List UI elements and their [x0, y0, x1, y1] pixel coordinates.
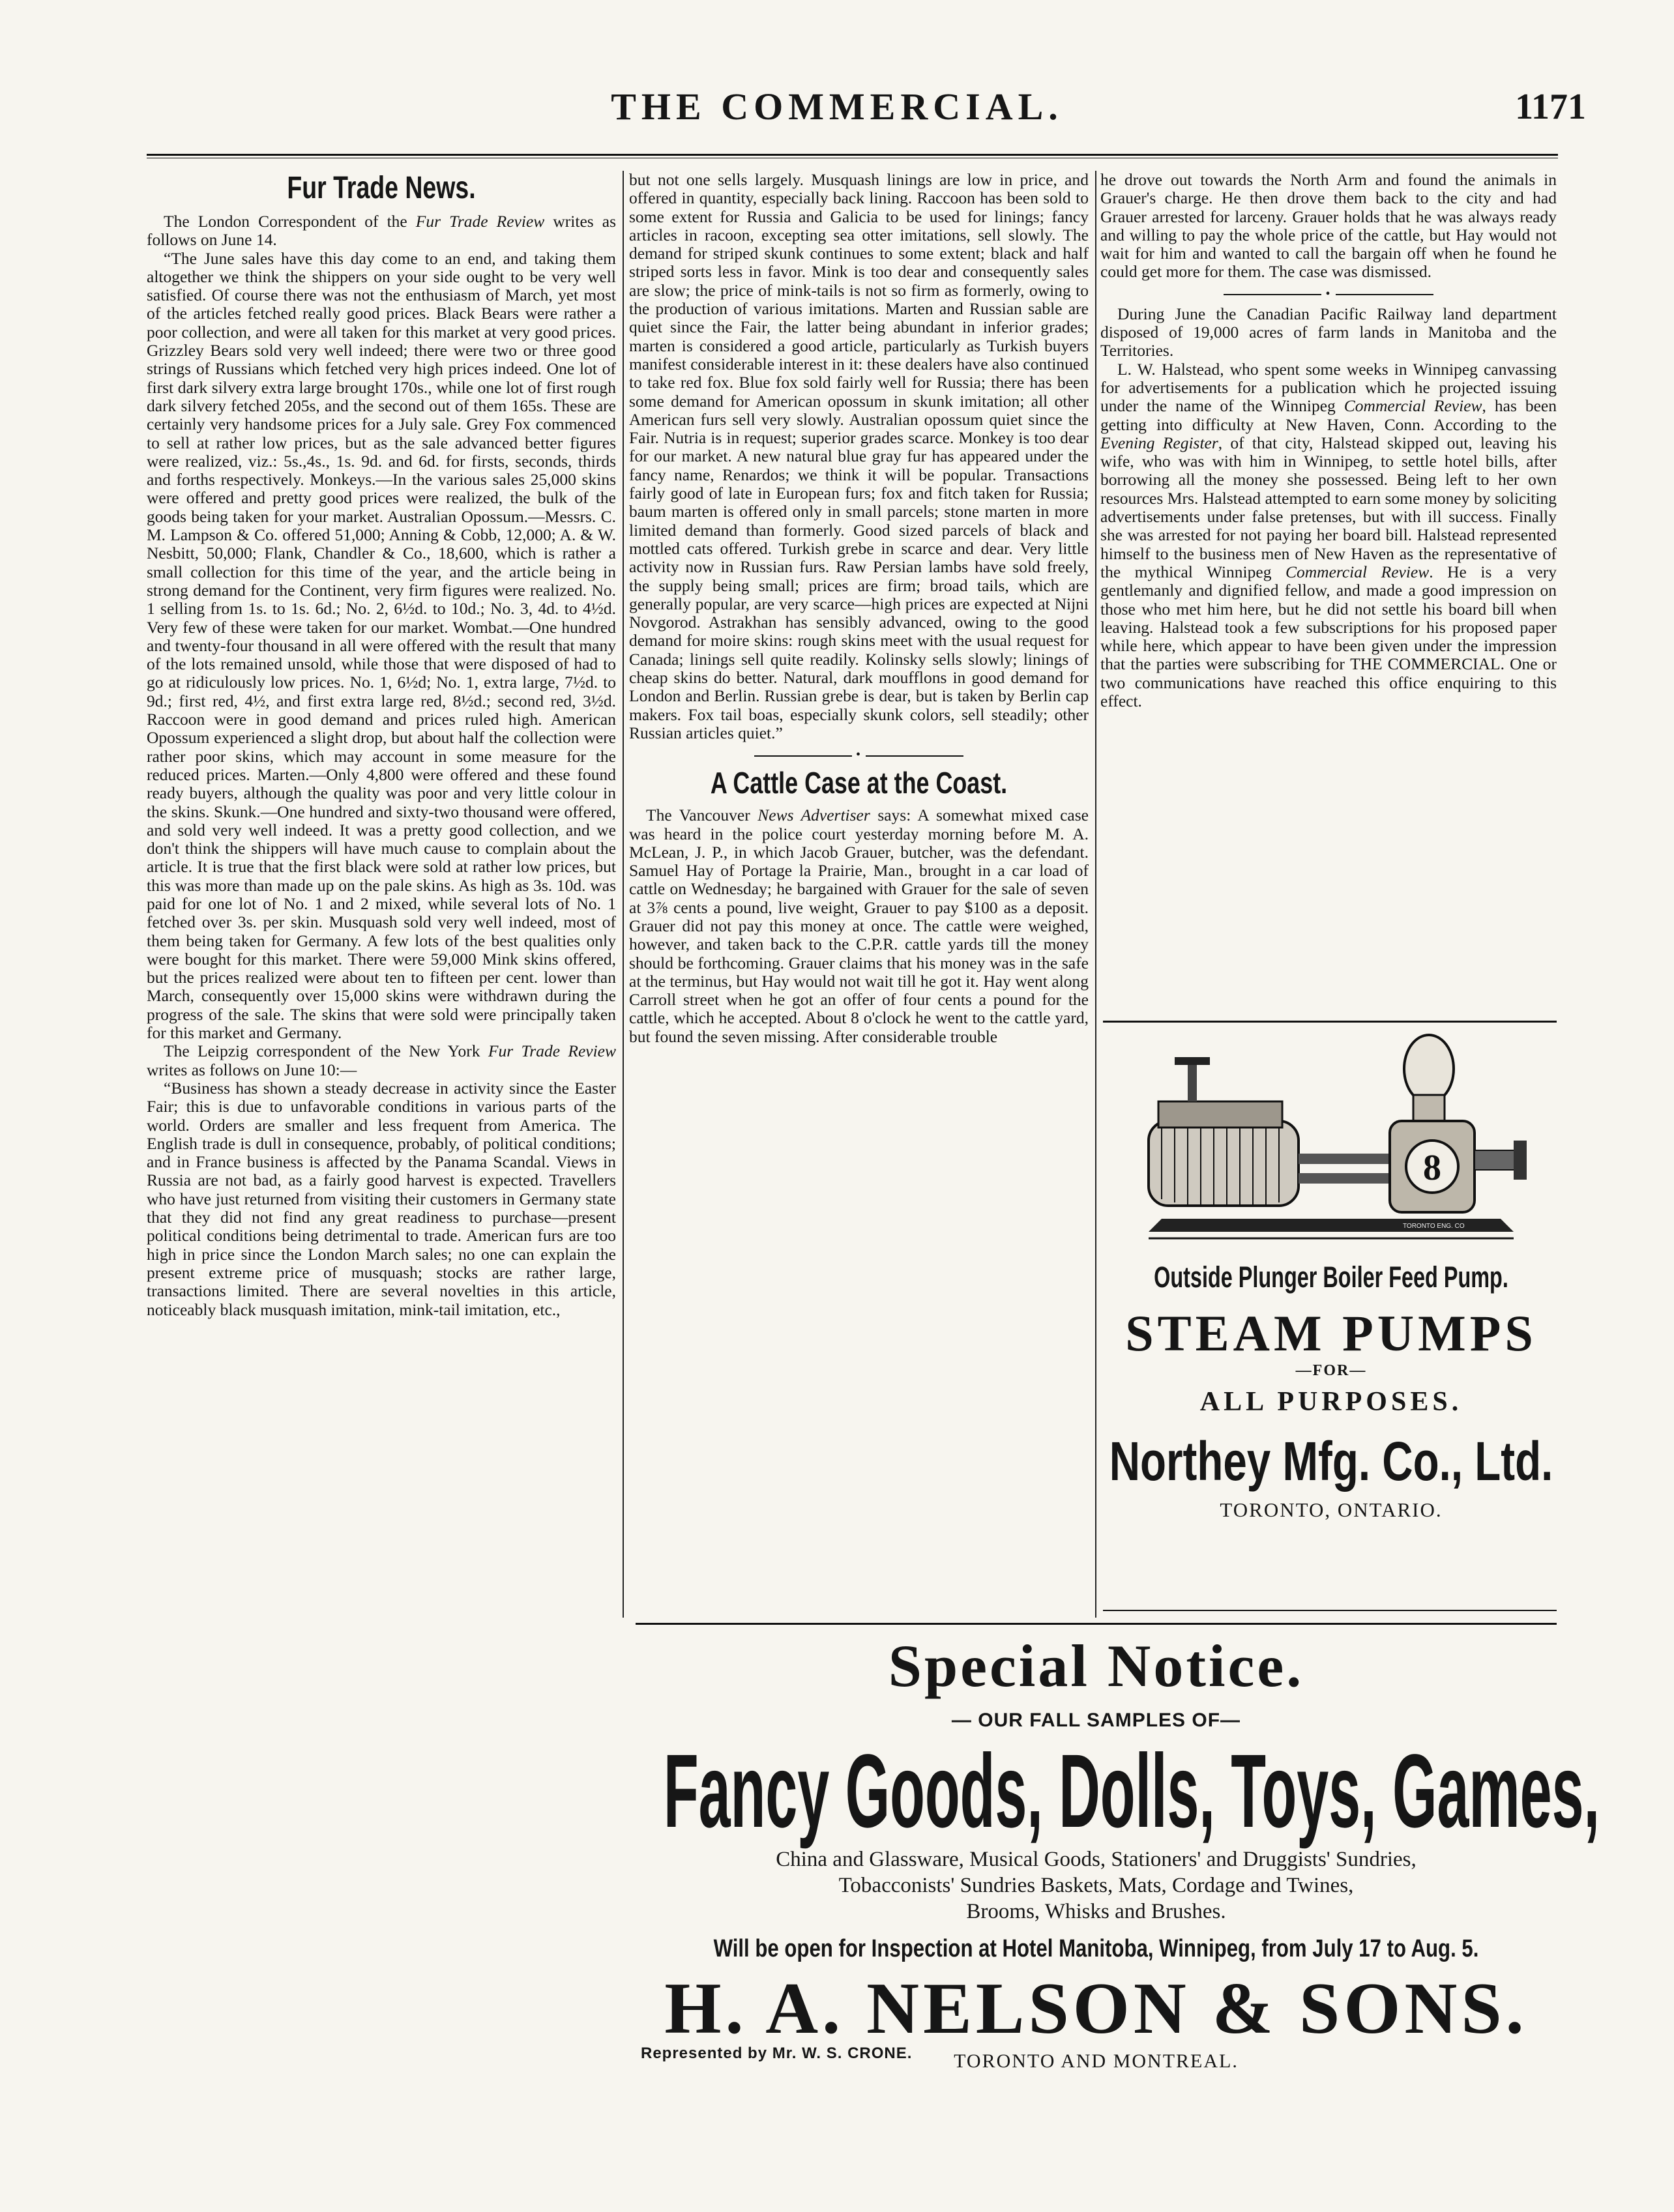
- fur-continuation: but not one sells largely. Musquash linings are low in price, and offered in quantity, especially back lining. Raccoon has been sold to some extent for Russia and Galicia to be used for linings; fancy articles in racoon, excepting sea otter imitations, sell slowly. The demand for striped skunk continues to some extent; black and half striped sorts less in favor. Mink is too dear and consequently sales are slow; the price of mink-tails is not so firm as formerly, owing to the production of various imitations. Marten and Russian sable are quiet since the Fair, the latter being abundant in inferior grades; marten is considered a good article, particularly as Turkish buyers manifest considerable interest in it: these dealers have also continued to take red fox. Blue fox sold fairly well for Russia; there has been some demand for American opossum in skunk imitation; all other American furs sell very slowly. Australian opossum quiet since the Fair. Nutria is in request; superior grades scarce. Monkey is too dear for our market. A new natural blue gray fur has appeared under the fancy name, Renardos; we think it will be popular. Transactions fairly good of late in European furs; fox and fitch taken for Russia; baum marten is offered only in small parcels; stone marten in more limited demand than formerly. Good sized parcels of black and mottled cats offered. Turkish grebe in scarce and dear. Very little activity now in Russian furs. Raw Persian lambs have sold freely, the supply being small; prices are firm; broad tails, which are generally popular, are very scarce—high prices are expected at Nijni Novgorod. Astrakhan has sensibly advanced, owing to the good demand for moire skins: rough skins meet with the usual request for Canada; linings sell quite readily. Kolinsky sells slowly; linings of cheap skins do better. Natural, dark moufflons in good demand for London and Berlin. Russian grebe is dear, but is taken by Berlin cap makers. Fox tail boas, especially skunk colors, sell steadily; other Russian articles quiet.”: [629, 171, 1089, 742]
- fur-london-report: “The June sales have this day come to an end, and taking them altogether we think the shippers on your side ought to be very well satisfied. Of course there was not the enthusiasm of March, yet most of the articles fetched really good prices. Black Bears were rather a poor collection, and were all taken for this market at very good prices. Grizzley Bears sold very well indeed; there were two or three good strings of Russians which fetched very high prices indeed. One lot of first dark silvery extra large brought 170s., while one lot of first rough dark silvery fetched 205s, and the second out of them 165s. These are certainly very handsome prices for a July sale. Grey Fox commenced to sell at rather low prices, but as the sale advanced better figures were realized, viz.: 5s.,4s., 1s. 9d. and 6d. for firsts, seconds, thirds and forths respectively. Monkeys.—In the various sales 25,000 skins were offered and pretty good prices were realized, the bulk of the goods being taken for your market. Australian Opossum.—Messrs. C. M. Lampson & Co. offered 51,000; Anning & Cobb, 12,000; A. & W. Nesbitt, 50,000; Flank, Chandler & Co., 18,600, which is rather a small collection for this time of the year, and the article being in strong demand for the Continent, very firm figures were realized. No. 1 selling from 1s. to 1s. 6d.; No. 2, 6½d. to 10d.; No. 3, 4d. to 4½d. Very few of these were taken for our market. Wombat.—One hundred and twenty-four thousand in all were offered with the result that many of the lots remained unsold, while those that were disposed of had to go at ridiculously low prices. No. 1, 6½d; No. 1, extra large, 7½d. to 9d.; first red, 4½, and first extra large red, 8½d.; second red, 3½d. Raccoon were in good demand and prices ruled high. American Opossum experienced a slight drop, but about half the collection were rather poor skins, which may account in some measure for the reduced prices. Marten.—Only 4,800 were offered and these found ready buyers, although the quality was poor and very little colour in the skins. Skunk.—One hundred and sixty-two thousand were offered, and sold very well indeed. It was a pretty good collection, and we don't think the shippers will have much cause to complain about the article. It is true that the first black were sold at rather low prices, but this was more than made up on the pale skins. As high as 3s. 10d. was paid for one lot of No. 1 and 2 mixed, while several lots of No. 1 fetched over 3s. per skin. Musquash sold very well indeed, most of them being taken for Germany. A few lots of the best qualities only were bought for this market. There were 59,000 Mink skins offered, but the prices realized were about ten to fifteen per cent. lower than March, consequently over 15,000 skins were withdrawn during the progress of the sale. The skins that were sold were principally taken for this market and Germany.: [147, 248, 616, 1043]
- representative-line: Represented by Mr. W. S. CRONE.: [641, 2045, 913, 2062]
- cpr-land-item: During June the Canadian Pacific Railway land department disposed of 19,000 acres of farm lands in Manitoba and the Territories.: [1100, 304, 1557, 360]
- goods-line-3: Brooms, Whisks and Brushes.: [966, 1900, 1226, 1923]
- column-3-rule: [1103, 1021, 1557, 1023]
- engraver-mark: TORONTO ENG. CO: [1403, 1223, 1465, 1230]
- nelson-firm-name: H. A. NELSON & SONS.: [664, 1968, 1528, 2049]
- pump-purposes: ALL PURPOSES.: [1199, 1387, 1463, 1417]
- fur-trade-heading: Fur Trade News.: [287, 171, 476, 205]
- pump-advertisement: [1103, 1023, 1559, 1521]
- special-notice-title: Special Notice.: [888, 1633, 1304, 1699]
- column-rule-2: [1095, 171, 1096, 1618]
- column-3: [1100, 171, 1557, 728]
- goods-line-1: China and Glassware, Musical Goods, Stationers' and Druggists' Sundries,: [776, 1848, 1417, 1871]
- halstead-item: L. W. Halstead, who spent some weeks in Winnipeg canvassing for advertisements for a publication which he projected issuing under the name of the Winnipeg Commercial Review, has been getting into difficulty at New Haven, Conn. According to the Evening Register, of that city, Halstead skipped out, leaving his wife, who was with him in Winnipeg, to settle hotel bills, after borrowing all the money she possessed. Being left to her own resources Mrs. Halstead attempted to earn some money by soliciting advertisements under false pretenses, but with ill success. Finally she was arrested for not paying her board bill. Halstead represented himself to the business men of New Haven as the representative of the mythical Winnipeg Commercial Review. He is a very gentlemanly and dignified fellow, and made a good impression on those who met him here, but he did not settle his board bill when leaving. Halstead took a few subscriptions for his proposed paper while here, which appear to have been given under the impression that the parties were subscribing for THE COMMERCIAL. One or two communications have reached this office enquiring to this effect.: [1100, 359, 1557, 711]
- cattle-case-body: The Vancouver News Advertiser says: A somewhat mixed case was heard in the police court yesterday morning before M. A. McLean, J. P., in which Jacob Grauer, butcher, was the defendant. Samuel Hay of Portage la Prairie, Man., brought in a car load of cattle on Wednesday; he bargained with Grauer for the sale of seven at 3⅞ cents a pound, live weight, Grauer to pay $100 as a deposit. Grauer did not pay this money at once. The cattle were weighed, however, and taken back to the C.P.R. cattle yards till the money should be forthcoming. Grauer claims that his money was in the safe at the terminus, but Hay would not wait till he got it. Hay went along Carroll street when he got an offer of four cents a pound for the cattle, which he accepted. About 8 o'clock he went to the cattle yard, but found the seven missing. After considerable trouble: [629, 806, 1089, 1046]
- firm-city: TORONTO AND MONTREAL.: [954, 2050, 1239, 2072]
- header-rule: [147, 154, 1558, 158]
- column-2: [629, 171, 1089, 1350]
- fall-samples-subtitle: — OUR FALL SAMPLES OF—: [951, 1710, 1241, 1731]
- page-number: 1171: [1515, 87, 1586, 127]
- northey-company: Northey Mfg. Co., Ltd.: [1109, 1431, 1553, 1492]
- pump-for-label: —FOR—: [1295, 1362, 1367, 1379]
- goods-line-2: Tobacconists' Sundries Baskets, Mats, Cordage and Twines,: [838, 1874, 1354, 1897]
- inspection-dates: Will be open for Inspection at Hotel Manitoba, Winnipeg, from July 17 to Aug. 5.: [713, 1935, 1479, 1962]
- fur-leipzig-quote: “Business has shown a steady decrease in activity since the Easter Fair; this is due to unfavorable conditions in various parts of the world. Orders are smaller and less frequent from America. The English trade is dull in consequence, probably, of political conditions; and in France business is affected by the Panama Scandal. Views in Russia are not bad, as a fairly good harvest is expected. Travellers who have just returned from visiting their customers in Germany state that they did not find any great readiness to purchase—present political conditions being detrimental to trade. American furs are too high in price since the London March sales; no one can explain the present extreme price of musquash; stocks are rather large, transactions limited. There are several novelties in this article, noticeably black musquash imitation, mink-tail imitation, etc.,: [147, 1078, 616, 1319]
- fur-intro: The London Correspondent of the Fur Trade Review writes as follows on June 14.: [147, 212, 616, 250]
- pump-caption: Outside Plunger Boiler Feed Pump.: [1154, 1260, 1508, 1294]
- section-ornament: •: [629, 746, 1089, 763]
- masthead: THE COMMERCIAL.: [611, 85, 1063, 128]
- column-1: [147, 171, 616, 2074]
- page-header: [0, 85, 1674, 143]
- section-ornament: •: [1100, 285, 1557, 302]
- fur-leipzig-intro: The Leipzig correspondent of the New York Fur Trade Review writes as follows on June 10:—: [147, 1041, 616, 1079]
- cattle-case-continuation: he drove out towards the North Arm and found the animals in Grauer's charge. He then drove them back to the city and had Grauer arrested for larceny. Grauer holds that he was always ready and willing to pay the whole price of the cattle, but Hay would not wait for him and wanted to call the bargain off when he found he could get more for them. The case was dismissed.: [1100, 171, 1557, 282]
- steam-pumps-title: STEAM PUMPS: [1125, 1305, 1537, 1361]
- special-notice-advertisement: [636, 1623, 1600, 2081]
- pump-ad-rule: [1103, 1610, 1557, 1611]
- cattle-case-heading: A Cattle Case at the Coast.: [710, 766, 1008, 800]
- pump-plate-number: 8: [1423, 1148, 1441, 1188]
- pump-city: TORONTO, ONTARIO.: [1220, 1498, 1443, 1521]
- column-rule-1: [623, 171, 624, 1618]
- fancy-goods-headline: Fancy Goods, Dolls, Toys, Games,: [663, 1732, 1600, 1849]
- boiler-feed-pump-illustration: [1123, 1023, 1540, 1258]
